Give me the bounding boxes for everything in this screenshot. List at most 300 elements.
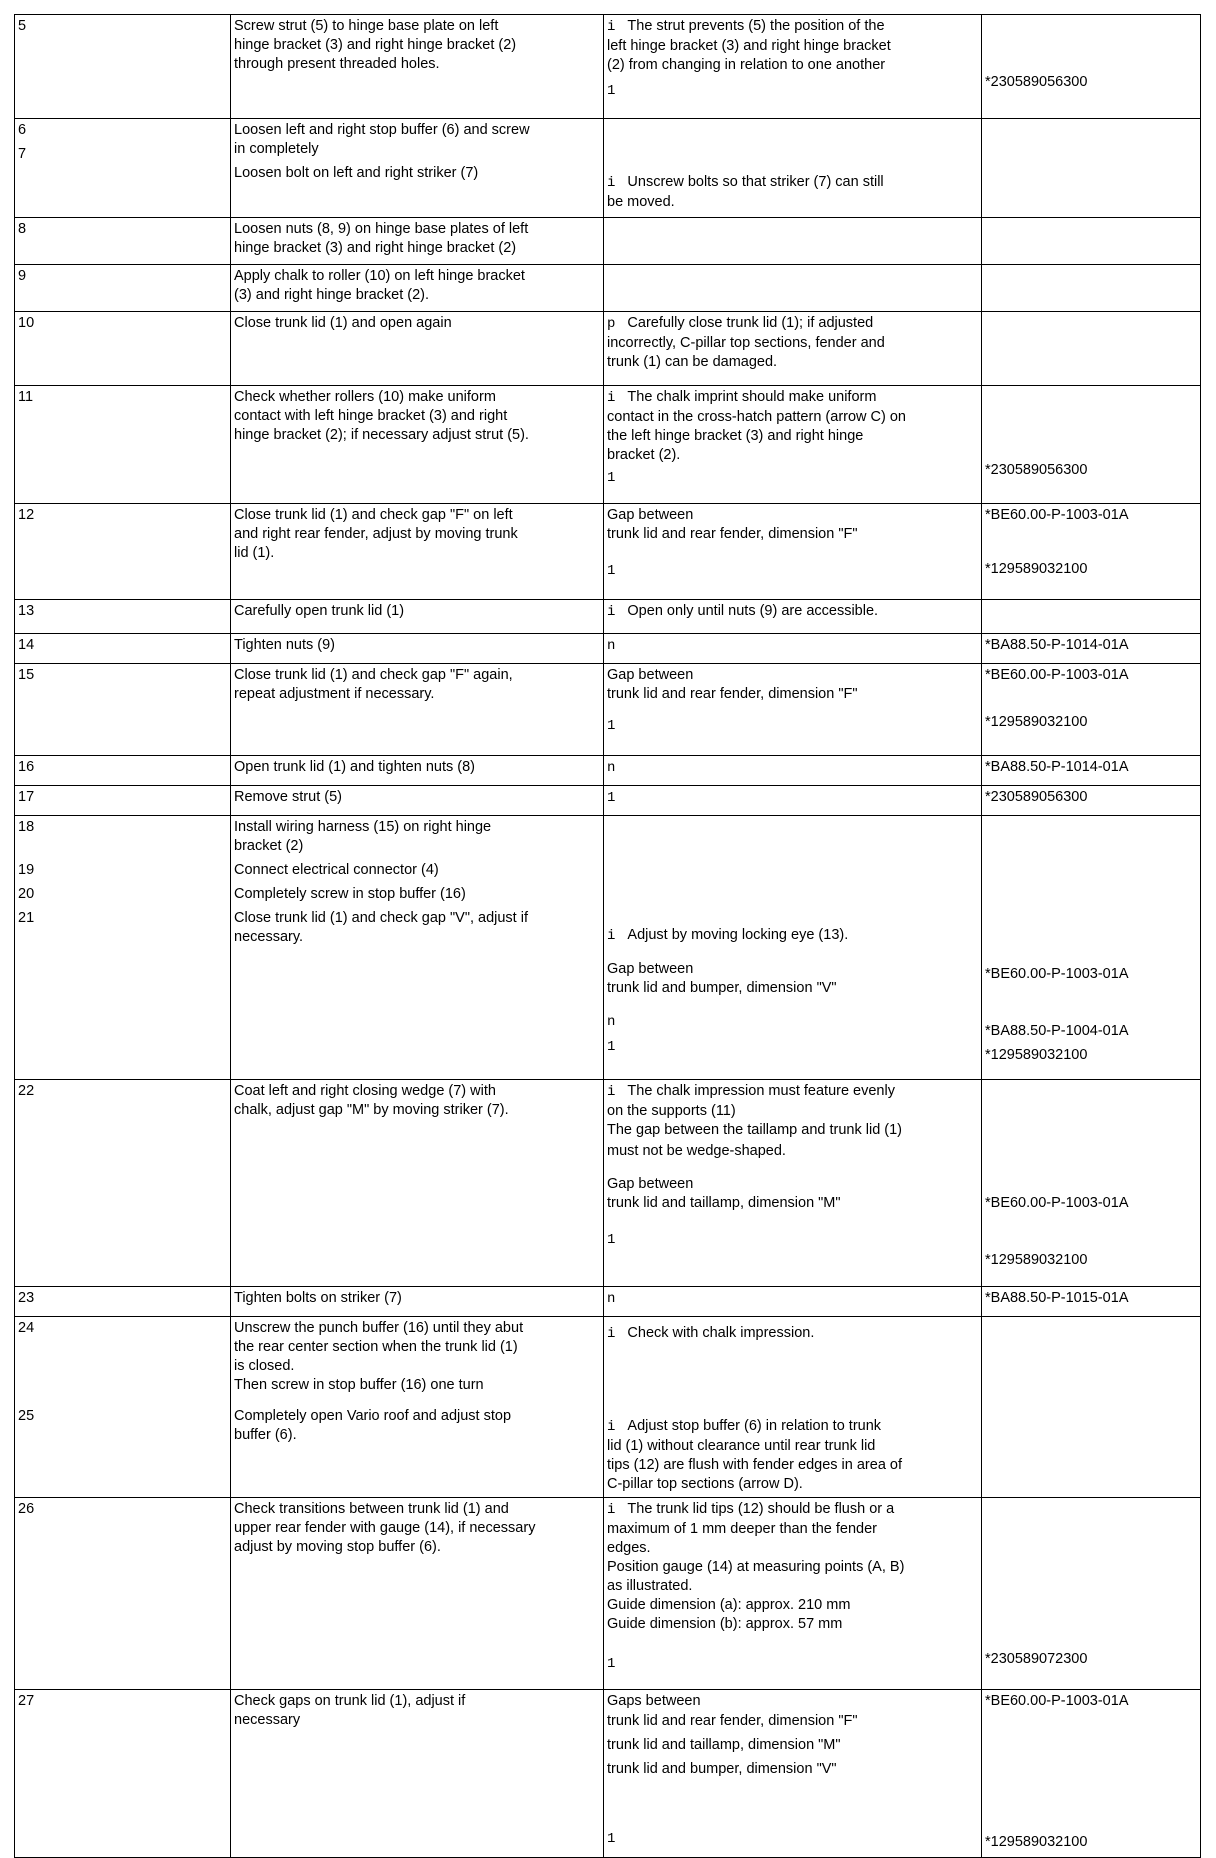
instruction-cell	[231, 1287, 604, 1317]
text: Install wiring harness (15) on right hinge bracket (2)	[234, 819, 492, 854]
procedure-document	[14, 14, 1200, 1858]
reference-cell	[982, 600, 1201, 634]
spacer	[607, 946, 978, 960]
instruction-cell	[231, 786, 604, 816]
torque-icon: n	[607, 1014, 616, 1030]
cell-text	[607, 602, 978, 622]
cell-text	[18, 121, 227, 140]
table-row	[15, 1080, 1201, 1287]
text: 8	[18, 221, 27, 237]
cell-text	[607, 788, 978, 808]
reference-cell	[982, 312, 1201, 386]
note-cell	[604, 634, 982, 664]
text: *BE60.00-P-1003-01A	[985, 1195, 1129, 1211]
info-icon: i	[607, 1084, 616, 1100]
note-cell	[604, 1287, 982, 1317]
cell-text	[18, 506, 227, 525]
text: *129589032100	[985, 1252, 1088, 1268]
cell-text	[18, 861, 227, 880]
text: trunk lid and bumper, dimension "V"	[607, 1761, 837, 1777]
cell-text	[985, 1022, 1197, 1041]
cell-text	[234, 220, 600, 258]
text: Adjust by moving locking eye (13).	[627, 927, 849, 943]
cell-text	[607, 1037, 978, 1057]
text: Gaps between	[607, 1693, 701, 1709]
table-row	[15, 265, 1201, 312]
cell-text	[234, 314, 600, 333]
cell-text	[985, 1692, 1197, 1711]
cell-text	[607, 1142, 978, 1161]
step-number-cell	[15, 816, 231, 1080]
text: *129589032100	[985, 1834, 1088, 1850]
text: Connect electrical connector (4)	[234, 862, 439, 878]
cell-text	[18, 1692, 227, 1711]
table-row	[15, 1690, 1201, 1858]
instruction-cell	[231, 634, 604, 664]
text: The trunk lid tips (12) should be flush or a maximum of 1 mm deeper than the fender edges. Position gauge (14) at measuring points (A, B) as illustrated. Guide dimension (a): approx. 210 mm Guide dimension (b): approx. 57 mm	[607, 1501, 905, 1632]
info-icon: i	[607, 928, 616, 944]
tool-icon: 1	[607, 83, 616, 99]
cell-text	[607, 1417, 978, 1494]
cell-text	[607, 468, 978, 488]
cell-text	[18, 314, 227, 333]
step-number-cell	[15, 312, 231, 386]
text: *BE60.00-P-1003-01A	[985, 667, 1129, 683]
spacer	[985, 388, 1197, 461]
table-row	[15, 664, 1201, 756]
text: 12	[18, 507, 35, 523]
step-number-cell	[15, 1690, 231, 1858]
note-cell	[604, 1080, 982, 1287]
step-number-cell	[15, 1287, 231, 1317]
cell-text	[234, 388, 600, 445]
cell-text	[234, 666, 600, 704]
text: Gap between trunk lid and taillamp, dimension "M"	[607, 1176, 841, 1211]
cell-text	[18, 818, 227, 837]
cell-text	[18, 17, 227, 36]
cell-text	[18, 885, 227, 904]
cell-text	[607, 1500, 978, 1634]
text: *BA88.50-P-1004-01A	[985, 1023, 1129, 1039]
info-icon: i	[607, 604, 616, 620]
cell-text	[18, 666, 227, 685]
cell-text	[234, 1500, 600, 1557]
cell-text	[607, 506, 978, 544]
instruction-cell	[231, 756, 604, 786]
note-cell	[604, 1690, 982, 1858]
reference-cell	[982, 265, 1201, 312]
text: Open only until nuts (9) are accessible.	[627, 603, 879, 619]
instruction-cell	[231, 218, 604, 265]
tool-icon: 1	[607, 563, 616, 579]
text: Completely screw in stop buffer (16)	[234, 886, 466, 902]
reference-cell	[982, 816, 1201, 1080]
info-icon: i	[607, 175, 616, 191]
text: Gap between trunk lid and rear fender, dimension "F"	[607, 667, 858, 702]
table-row	[15, 600, 1201, 634]
text: Check whether rollers (10) make uniform contact with left hinge bracket (3) and right hinge bracket (2); if necessary adjust strut (5).	[234, 389, 529, 443]
text: trunk lid and taillamp, dimension "M"	[607, 1737, 841, 1753]
cell-text	[234, 164, 600, 183]
cell-text	[607, 666, 978, 704]
procedure-table	[14, 14, 1201, 1858]
text: 27	[18, 1693, 35, 1709]
cell-text	[234, 788, 600, 807]
note-cell	[604, 119, 982, 218]
cell-text	[985, 788, 1197, 807]
cell-text	[985, 965, 1197, 984]
cell-text	[607, 926, 978, 946]
reference-cell	[982, 1080, 1201, 1287]
text: 26	[18, 1501, 35, 1517]
text: *BA88.50-P-1014-01A	[985, 637, 1129, 653]
text: The strut prevents (5) the position of the left hinge bracket (3) and right hinge bracket (2) from changing in relation to one another	[607, 18, 891, 73]
cell-text	[607, 1082, 978, 1140]
cell-text	[234, 1692, 600, 1730]
info-icon: i	[607, 19, 616, 35]
spacer	[607, 544, 978, 561]
text: *230589056300	[985, 74, 1088, 90]
torque-icon: n	[607, 760, 616, 776]
text: Close trunk lid (1) and check gap "F" again, repeat adjustment if necessary.	[234, 667, 513, 702]
table-row	[15, 1317, 1201, 1498]
text: *BE60.00-P-1003-01A	[985, 966, 1129, 982]
text: 6	[18, 122, 27, 138]
text: *BE60.00-P-1003-01A	[985, 507, 1129, 523]
info-icon: i	[607, 1326, 616, 1342]
note-cell	[604, 664, 982, 756]
cell-text	[234, 636, 600, 655]
cell-text	[985, 1833, 1197, 1852]
cell-text	[18, 267, 227, 286]
text: 14	[18, 637, 35, 653]
tool-icon: 1	[607, 1039, 616, 1055]
cell-text	[234, 1319, 600, 1395]
cell-text	[234, 818, 600, 856]
table-row	[15, 218, 1201, 265]
note-cell	[604, 600, 982, 634]
cell-text	[607, 561, 978, 581]
text: *129589032100	[985, 1047, 1088, 1063]
spacer	[985, 685, 1197, 713]
text: Remove strut (5)	[234, 789, 342, 805]
text: The chalk imprint should make uniform contact in the cross-hatch pattern (arrow C) on the left hinge bracket (3) and right hinge bracket (2).	[607, 389, 906, 463]
cell-text	[234, 1289, 600, 1308]
cell-text	[607, 314, 978, 372]
cell-text	[607, 1736, 978, 1755]
table-row	[15, 1498, 1201, 1690]
cell-text	[985, 713, 1197, 732]
table-row	[15, 312, 1201, 386]
cell-text	[985, 1194, 1197, 1213]
text: *BE60.00-P-1003-01A	[985, 1693, 1129, 1709]
text: 20	[18, 886, 35, 902]
cell-text	[18, 1407, 227, 1426]
spacer	[607, 1161, 978, 1175]
cell-text	[985, 1046, 1197, 1065]
cell-text	[18, 1500, 227, 1519]
text: Gap between trunk lid and rear fender, dimension "F"	[607, 507, 858, 542]
text: *230589056300	[985, 462, 1088, 478]
cell-text	[985, 1289, 1197, 1308]
cell-text	[607, 1654, 978, 1674]
tool-icon: 1	[607, 1656, 616, 1672]
cell-text	[18, 636, 227, 655]
note-cell	[604, 786, 982, 816]
cell-text	[607, 636, 978, 656]
cell-text	[607, 1230, 978, 1250]
step-number-cell	[15, 15, 231, 119]
spacer	[18, 837, 227, 861]
note-cell	[604, 1498, 982, 1690]
cell-text	[607, 716, 978, 736]
reference-cell	[982, 386, 1201, 504]
spacer	[607, 1779, 978, 1829]
text: 10	[18, 315, 35, 331]
cell-text	[607, 17, 978, 75]
cell-text	[234, 121, 600, 159]
table-row	[15, 15, 1201, 119]
cell-text	[607, 1289, 978, 1309]
text: Check with chalk impression.	[627, 1325, 815, 1341]
cell-text	[607, 960, 978, 998]
reference-cell	[982, 119, 1201, 218]
instruction-cell	[231, 1690, 604, 1858]
spacer	[18, 1338, 227, 1407]
tool-icon: 1	[607, 1232, 616, 1248]
instruction-cell	[231, 265, 604, 312]
step-number-cell	[15, 664, 231, 756]
cell-text	[234, 602, 600, 621]
text: Tighten bolts on striker (7)	[234, 1290, 402, 1306]
cell-text	[607, 1829, 978, 1849]
step-number-cell	[15, 756, 231, 786]
text: 7	[18, 146, 27, 162]
step-number-cell	[15, 600, 231, 634]
text: Close trunk lid (1) and check gap "V", adjust if necessary.	[234, 910, 528, 945]
reference-cell	[982, 1317, 1201, 1498]
text: Carefully close trunk lid (1); if adjusted incorrectly, C-pillar top sections, fender and trunk (1) can be damaged.	[607, 315, 885, 370]
reference-cell	[982, 218, 1201, 265]
text: Adjust stop buffer (6) in relation to trunk lid (1) without clearance until rear trunk lid tips (12) are flush with fender edges in area of C-pillar top sections (arrow D).	[607, 1418, 902, 1492]
instruction-cell	[231, 312, 604, 386]
cell-text	[18, 758, 227, 777]
cell-text	[985, 758, 1197, 777]
text: 15	[18, 667, 35, 683]
tool-icon: 1	[607, 790, 616, 806]
text: Check gaps on trunk lid (1), adjust if necessary	[234, 1693, 466, 1728]
cell-text	[18, 788, 227, 807]
note-cell	[604, 218, 982, 265]
cell-text	[985, 506, 1197, 525]
note-cell	[604, 312, 982, 386]
cell-text	[985, 560, 1197, 579]
cell-text	[985, 666, 1197, 685]
step-number-cell	[15, 1317, 231, 1498]
text: Unscrew bolts so that striker (7) can still be moved.	[607, 174, 884, 210]
tool-icon: 1	[607, 470, 616, 486]
cell-text	[18, 602, 227, 621]
instruction-cell	[231, 1080, 604, 1287]
tool-icon: 1	[607, 1831, 616, 1847]
text: Gap between trunk lid and bumper, dimension "V"	[607, 961, 837, 996]
text: 5	[18, 18, 27, 34]
torque-icon: n	[607, 638, 616, 654]
spacer	[607, 121, 978, 173]
text: Apply chalk to roller (10) on left hinge bracket (3) and right hinge bracket (2).	[234, 268, 525, 303]
cell-text	[607, 173, 978, 212]
text: 16	[18, 759, 35, 775]
reference-cell	[982, 1287, 1201, 1317]
spacer	[985, 1711, 1197, 1833]
tool-icon: 1	[607, 718, 616, 734]
table-row	[15, 504, 1201, 600]
text: Close trunk lid (1) and open again	[234, 315, 452, 331]
table-row	[15, 786, 1201, 816]
text: *BA88.50-P-1015-01A	[985, 1290, 1129, 1306]
step-number-cell	[15, 634, 231, 664]
instruction-cell	[231, 664, 604, 756]
cell-text	[607, 758, 978, 778]
text: 25	[18, 1408, 35, 1424]
text: 17	[18, 789, 35, 805]
cell-text	[234, 861, 600, 880]
spacer	[985, 984, 1197, 1022]
cell-text	[18, 1289, 227, 1308]
cell-text	[607, 81, 978, 101]
table-row	[15, 756, 1201, 786]
text: *129589032100	[985, 561, 1088, 577]
text: Coat left and right closing wedge (7) with chalk, adjust gap "M" by moving striker (7).	[234, 1083, 509, 1118]
table-row	[15, 1287, 1201, 1317]
note-cell	[604, 504, 982, 600]
instruction-cell	[231, 600, 604, 634]
reference-cell	[982, 1498, 1201, 1690]
text: 22	[18, 1083, 35, 1099]
cell-text	[607, 1692, 978, 1711]
step-number-cell	[15, 504, 231, 600]
info-icon: i	[607, 1502, 616, 1518]
note-cell	[604, 756, 982, 786]
instruction-cell	[231, 1498, 604, 1690]
cell-text	[607, 388, 978, 465]
reference-cell	[982, 786, 1201, 816]
cell-text	[18, 388, 227, 407]
text: 13	[18, 603, 35, 619]
text: *230589072300	[985, 1651, 1088, 1667]
spacer	[607, 998, 978, 1012]
text: 21	[18, 910, 35, 926]
spacer	[985, 17, 1197, 73]
cell-text	[18, 145, 227, 164]
text: 9	[18, 268, 27, 284]
cell-text	[18, 1082, 227, 1101]
cell-text	[985, 73, 1197, 92]
step-number-cell	[15, 386, 231, 504]
text: Loosen bolt on left and right striker (7)	[234, 165, 479, 181]
table-row	[15, 386, 1201, 504]
step-number-cell	[15, 265, 231, 312]
spacer	[234, 1395, 600, 1407]
cell-text	[985, 636, 1197, 655]
cell-text	[234, 267, 600, 305]
spacer	[985, 1082, 1197, 1194]
spacer	[985, 1500, 1197, 1650]
note-cell	[604, 386, 982, 504]
cell-text	[607, 1712, 978, 1731]
cell-text	[234, 17, 600, 74]
cell-text	[234, 909, 600, 947]
text: Screw strut (5) to hinge base plate on left hinge bracket (3) and right hinge bracket (2) through present threaded holes.	[234, 18, 517, 72]
cell-text	[234, 506, 600, 563]
step-number-cell	[15, 218, 231, 265]
cell-text	[985, 1251, 1197, 1270]
step-number-cell	[15, 119, 231, 218]
text: Completely open Vario roof and adjust stop buffer (6).	[234, 1408, 512, 1443]
table-row	[15, 816, 1201, 1080]
info-icon: i	[607, 1419, 616, 1435]
spacer	[985, 818, 1197, 965]
instruction-cell	[231, 386, 604, 504]
text: 24	[18, 1320, 35, 1336]
spacer	[607, 1634, 978, 1654]
reference-cell	[982, 15, 1201, 119]
cell-text	[985, 1650, 1197, 1669]
text: 18	[18, 819, 35, 835]
text: Open trunk lid (1) and tighten nuts (8)	[234, 759, 475, 775]
instruction-cell	[231, 119, 604, 218]
text: *BA88.50-P-1014-01A	[985, 759, 1129, 775]
step-number-cell	[15, 786, 231, 816]
cell-text	[607, 1760, 978, 1779]
reference-cell	[982, 504, 1201, 600]
text: Check transitions between trunk lid (1) and upper rear fender with gauge (14), if necessary adjust by moving stop buffer (6).	[234, 1501, 536, 1555]
text: trunk lid and rear fender, dimension "F"	[607, 1713, 858, 1729]
step-number-cell	[15, 1080, 231, 1287]
spacer	[607, 1213, 978, 1230]
text: Unscrew the punch buffer (16) until they abut the rear center section when the trunk lid (1) is closed. Then screw in stop buffer (16) one turn	[234, 1320, 524, 1393]
text: 19	[18, 862, 35, 878]
text: Carefully open trunk lid (1)	[234, 603, 405, 619]
cell-text	[607, 1175, 978, 1213]
instruction-cell	[231, 816, 604, 1080]
table-row	[15, 119, 1201, 218]
text: Loosen left and right stop buffer (6) and screw in completely	[234, 122, 530, 157]
spacer	[607, 1344, 978, 1417]
note-cell	[604, 15, 982, 119]
spacer	[607, 818, 978, 926]
note-cell	[604, 816, 982, 1080]
torque-icon: n	[607, 1291, 616, 1307]
cell-text	[18, 909, 227, 928]
instruction-cell	[231, 504, 604, 600]
text: Loosen nuts (8, 9) on hinge base plates of left hinge bracket (3) and right hinge bracket (2)	[234, 221, 529, 256]
spacer	[985, 525, 1197, 560]
text: The chalk impression must feature evenly on the supports (11) The gap between the taillamp and trunk lid (1)	[607, 1083, 903, 1138]
spacer	[985, 1213, 1197, 1251]
cell-text	[18, 1319, 227, 1338]
caution-icon: p	[607, 316, 616, 332]
procedure-table-body	[15, 15, 1201, 1858]
text: 23	[18, 1290, 35, 1306]
reference-cell	[982, 756, 1201, 786]
reference-cell	[982, 634, 1201, 664]
info-icon: i	[607, 390, 616, 406]
cell-text	[607, 1012, 978, 1032]
cell-text	[234, 1407, 600, 1445]
step-number-cell	[15, 1498, 231, 1690]
cell-text	[607, 1324, 978, 1344]
